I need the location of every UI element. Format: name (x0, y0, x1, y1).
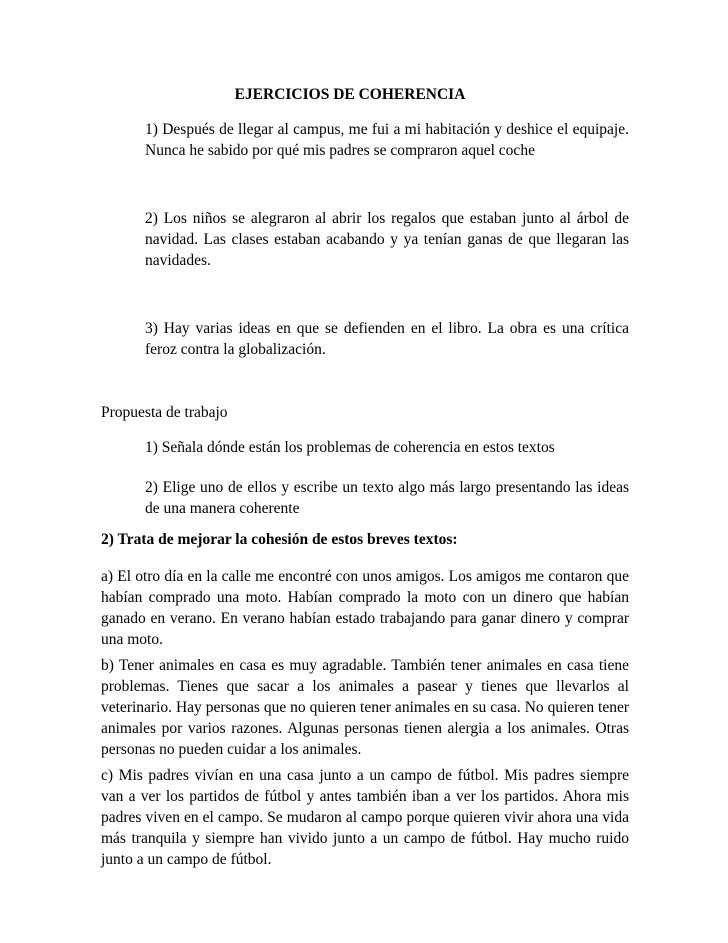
cohesion-text-a: a) El otro día en la calle me encontré con unos amigos. Los amigos me contaron que habían comprado una moto. Habían comprado la moto con un dinero que habían ganado en verano. En verano habían estado trabajando para ganar dinero y comprar una moto. (101, 568, 629, 648)
cohesion-text-c: c) Mis padres vivían en una casa junto a un campo de fútbol. Mis padres siempre van a ver los partidos de fútbol y antes también iban a ver los partidos. Ahora mis padres viven en el campo. Se mudaron al campo porque quieren vivir ahora una vida más tranquila y siempre han vivido junto a un campo de fútbol. Hay mucho ruido junto a un campo de fútbol. (101, 767, 629, 868)
exercise-3: 3) Hay varias ideas en que se defienden en el libro. La obra es una crítica feroz contra la globalización. (145, 320, 629, 358)
cohesion-text-b: b) Tener animales en casa es muy agradable. También tener animales en casa tiene problemas. Tienes que sacar a los animales a pasear y tienes que llevarlos al veterinario. Hay personas que no quieren tener animales en su casa. No quieren tener animales por varios razones. Algunas personas tienen alergia a los animales. Otras personas no pueden cuidar a los animales. (101, 657, 629, 758)
proposal-task-2: 2) Elige uno de ellos y escribe un texto algo más largo presentando las ideas de una manera coherente (145, 479, 629, 517)
cohesion-heading: 2) Trata de mejorar la cohesión de estos breves textos: (101, 531, 458, 548)
exercise-2: 2) Los niños se alegraron al abrir los regalos que estaban junto al árbol de navidad. Las clases estaban acabando y ya tenían ganas de que llegaran las navidades. (145, 210, 629, 269)
proposal-heading: Propuesta de trabajo (101, 404, 228, 421)
proposal-task-1: 1) Señala dónde están los problemas de coherencia en estos textos (145, 439, 555, 456)
page-title: EJERCICIOS DE COHERENCIA (234, 86, 466, 103)
exercise-1: 1) Después de llegar al campus, me fui a mi habitación y deshice el equipaje. Nunca he sabido por qué mis padres se compraron aquel coche (145, 121, 629, 159)
